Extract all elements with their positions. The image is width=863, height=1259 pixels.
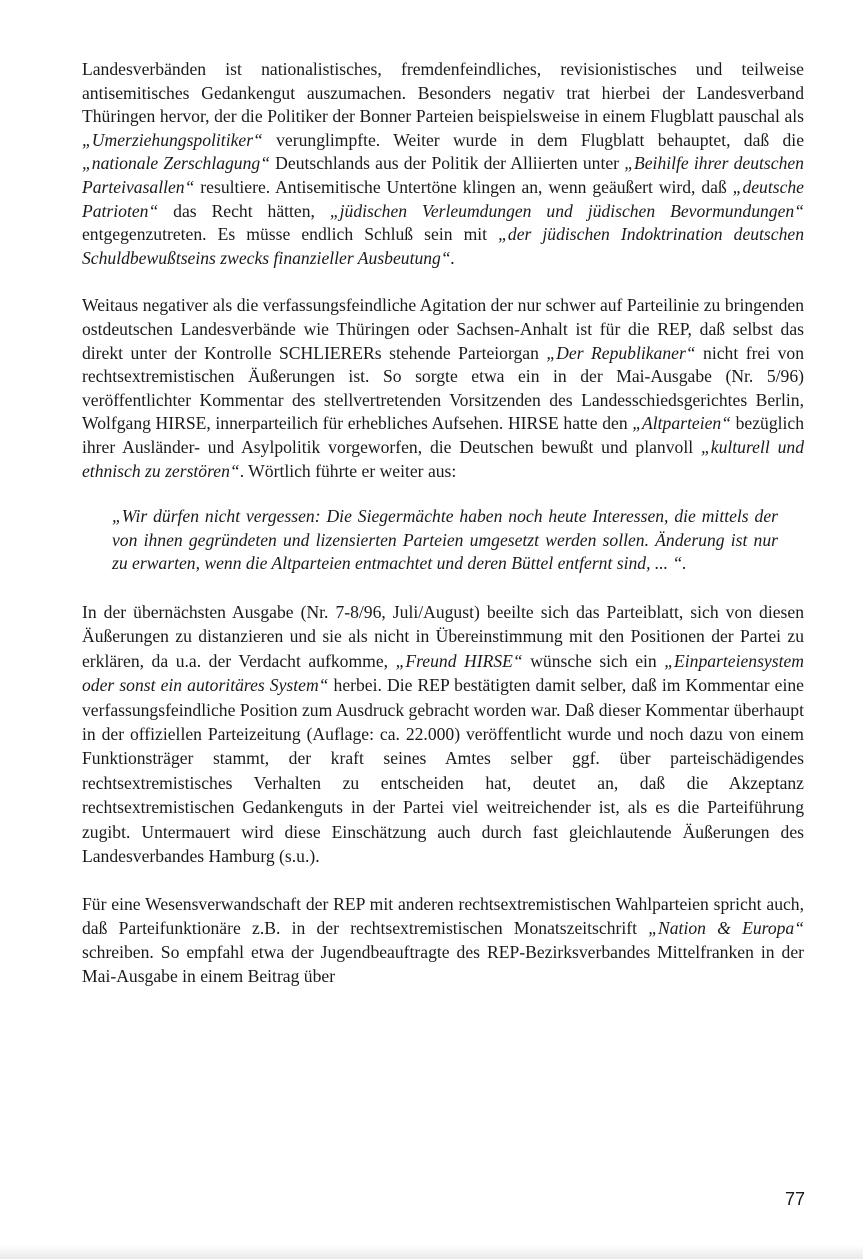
text-segment: Für eine Wesensverwandschaft der REP mit anderen rechtsextremistischen Wahlparteien spricht auch, daß Parteifunktionäre z.B. in der rechtsextremistischen Monatszeitschrift	[82, 894, 804, 939]
text-segment: herbei. Die REP bestätigten damit selber, daß im Kommentar eine verfassungsfeindliche Position zum Ausdruck gebracht worden war. Daß dieser Kommentar überhaupt in der offiziellen Parteizeitung (Auflage: ca. 22.000) veröffentlicht wurde und noch dazu von einem Funktionsträger stammt, der kraft seines Amtes selber ggf. über parteischädigendes rechtsextremistisches Verhalten zu entscheiden hat, deutet an, daß die Akzeptanz rechtsextremistischen Gedankenguts in der Partei viel weitreichender ist, als es die Parteiführung zugibt. Untermauert wird diese Einschätzung auch durch fast gleichlautende Äußerungen des Landesverbandes Hamburg (s.u.).	[82, 675, 804, 866]
italic-text-segment: „Wir dürfen nicht vergessen: Die Siegermächte haben noch heute Interessen, die mittels der von ihnen gegründeten und lizensierten Parteien umgesetzt werden sollen. Änderung ist nur zu erwarten, wenn die Altparteien entmachtet und deren Büttel entfernt sind, ... “.	[112, 506, 778, 574]
italic-text-segment: „Umerziehungspolitiker“	[82, 129, 263, 150]
block-quote-hirse	[112, 505, 778, 576]
italic-text-segment: „Beihilfe ihrer deutschen Parteivasallen“	[82, 153, 804, 197]
text-segment: bezüglich ihrer Ausländer- und Asylpolitik vorgeworfen, die Deutschen bewußt und planvoll	[82, 413, 804, 457]
text-segment: entgegenzutreten. Es müsse endlich Schluß sein mit	[82, 224, 499, 245]
italic-text-segment: „Nation & Europa“	[648, 918, 804, 939]
text-segment: nicht frei von rechtsextremistischen Äußerungen ist. So sorgte etwa ein in der Mai-Ausgabe (Nr. 5/96) veröffentlichter Kommentar des stellvertretenden Vorsitzenden des Landesschiedsgerichtes Berlin, Wolfgang HIRSE, innerparteilich für erhebliches Aufsehen. HIRSE hatte den	[82, 342, 804, 434]
paragraph-landesverbaende	[82, 58, 804, 270]
page-number: 77	[784, 1189, 805, 1209]
italic-text-segment: „Altparteien“	[632, 413, 731, 434]
text-segment: verunglimpfte. Weiter wurde in dem Flugblatt behauptet, daß die	[262, 129, 804, 150]
text-segment: resultiere. Antisemitische Untertöne klingen an, wenn geäußert wird, daß	[194, 176, 733, 197]
text-segment: Landesverbänden ist nationalistisches, fremdenfeindliches, revisionistisches und teilweise antisemitisches Gedankengut auszumachen. Besonders negativ trat hierbei der Landesverband Thüringen hervor, der die Politiker der Bonner Parteien beispielsweise in einem Flugblatt pauschal als	[82, 59, 804, 127]
text-segment: wünsche sich ein	[522, 650, 665, 671]
italic-text-segment: „Einparteiensystem oder sonst ein autoritäres System“	[82, 650, 804, 696]
italic-text-segment: „kulturell und ethnisch zu zerstören“	[82, 436, 804, 481]
italic-text-segment: „der jüdischen Indoktrination deutschen Schuldbewußtseins zwecks finanzieller Ausbeutung“.	[82, 224, 804, 268]
text-segment: . Wörtlich führte er weiter aus:	[239, 460, 457, 481]
text-segment: schreiben. So empfahl etwa der Jugendbeauftragte des REP-Bezirksverbandes Mittelfranken in der Mai-Ausgabe in einem Beitrag über	[82, 941, 804, 986]
paragraph-wesensverwandschaft	[82, 893, 804, 988]
italic-text-segment: „Der Republikaner“	[546, 342, 696, 363]
italic-text-segment: „deutsche Patrioten“	[82, 176, 804, 221]
italic-text-segment: „nationale Zerschlagung“	[82, 153, 270, 174]
text-segment: Deutschlands aus der Politik der Alliierten unter	[269, 153, 625, 174]
paragraph-distanzierung	[82, 600, 804, 868]
text-segment: Weitaus negativer als die verfassungsfeindliche Agitation der nur schwer auf Parteilinie zu bringenden ostdeutschen Landesverbände wie Thüringen oder Sachsen-Anhalt ist für die REP, daß selbst das direkt unter der Kontrolle SCHLIERERs stehende Parteiorgan	[82, 295, 804, 363]
scan-edge-shadow	[0, 1245, 863, 1259]
text-segment: In der übernächsten Ausgabe (Nr. 7-8/96, Juli/August) beeilte sich das Parteiblatt, sich von diesen Äußerungen zu distanzieren und sie als nicht in Übereinstimmung mit den Positionen der Partei zu erklären, da u.a. der Verdacht aufkomme,	[82, 601, 804, 671]
paragraph-parteiorgan	[82, 294, 804, 483]
text-segment: das Recht hätten,	[158, 200, 330, 221]
italic-text-segment: „Freund HIRSE“	[395, 650, 523, 671]
document-page	[82, 58, 804, 989]
italic-text-segment: „jüdischen Verleumdungen und jüdischen Bevormundungen“	[329, 200, 804, 221]
